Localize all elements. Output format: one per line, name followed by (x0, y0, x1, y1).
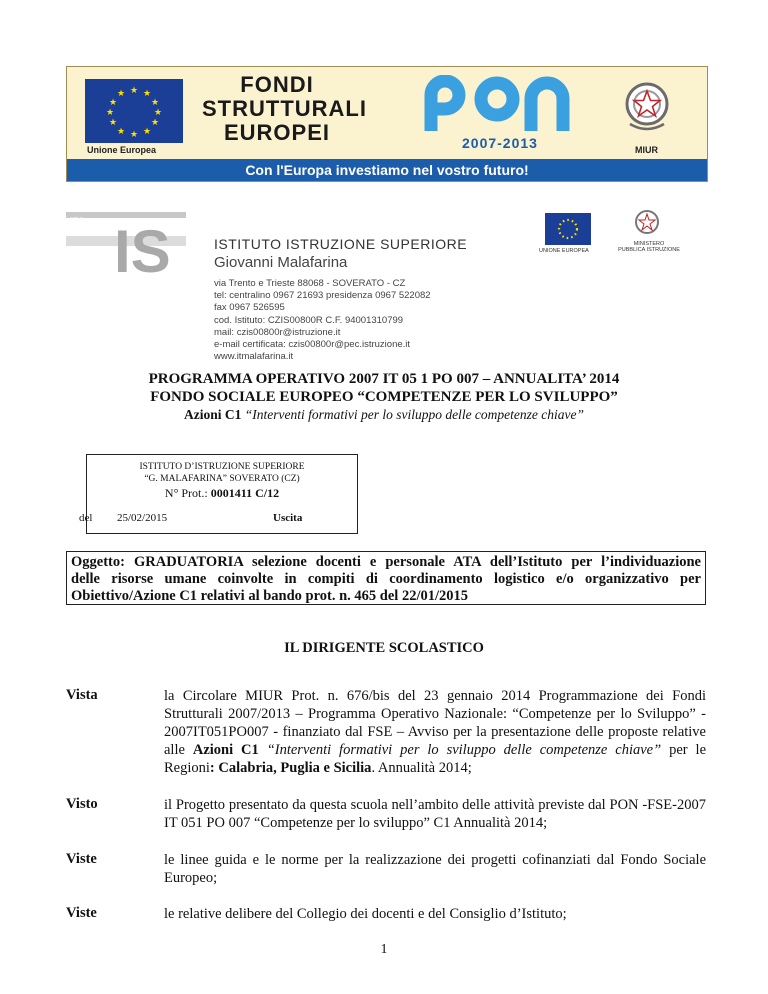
actions-label: Azioni C1 (183, 407, 242, 422)
address-line: cod. Istituto: CZIS00800R C.F. 94001310799 (214, 314, 404, 326)
row-text-bold: : Calabria, Puglia e Sicilia (209, 760, 372, 776)
svg-text:★: ★ (105, 107, 115, 117)
subject-line: Oggetto: GRADUATORIA selezione docenti e personale ATA dell’Istituto per l’individuazione (71, 554, 701, 570)
address-line: mail: czis00800r@istruzione.it (214, 326, 341, 338)
svg-text:★: ★ (150, 117, 160, 127)
protocol-number: 0001411 C/12 (210, 486, 280, 500)
subject-box (66, 551, 706, 605)
row-text-part: la Circolare MIUR Prot. n. 676/bis del 23 gennaio 2014 Programmazione dei Fondi Strutturali 2007/2013 – Programma Operativo Nazionale: “Competenze per lo Sviluppo” - 2007IT051PO007 - finanziato dal FSE – Avviso per la presentazione delle proposte relative alle (164, 688, 706, 758)
pon-logo (419, 75, 579, 133)
banner-slogan: Con l'Europa investiamo nel vostro futuro! (67, 159, 707, 181)
stamp-date: 25/02/2015 (117, 512, 168, 524)
subject-line: Obiettivo/Azione C1 relativi al bando prot. n. 465 del 22/01/2015 (71, 588, 469, 604)
row-label: Vista (66, 687, 98, 703)
subject-line: delle risorse umane coinvolte in compiti di coordinamento logistico e/o organizzativo per (71, 571, 701, 587)
svg-text:★: ★ (142, 126, 152, 136)
school-address (214, 278, 431, 363)
stamp-del-label: del (79, 512, 93, 524)
svg-text:★: ★ (108, 97, 118, 107)
svg-text:★: ★ (153, 107, 163, 117)
svg-text:★: ★ (129, 85, 139, 95)
row-text-part: per le Regioni (164, 742, 707, 776)
svg-text:★: ★ (150, 97, 160, 107)
row-text: il Progetto presentato da questa scuola nell’ambito delle attività previste dal PON -FSE-2007 IT 051 PO 007 “Competenze per lo sviluppo” C1 Annualità 2014; (164, 797, 706, 831)
svg-text:★: ★ (129, 129, 139, 139)
protocol-stamp (79, 454, 358, 534)
page-number: 1 (380, 942, 388, 957)
fondi-strutturali-logo (202, 72, 367, 145)
programme-fund: FONDO SOCIALE EUROPEO “COMPETENZE PER LO SVILUPPO” (150, 389, 618, 405)
stamp-school: “G. MALAFARINA” SOVERATO (CZ) (144, 474, 300, 484)
eu-flag-logo (85, 79, 183, 143)
row-text (164, 687, 706, 777)
programme-actions (0, 407, 768, 423)
ministry-caption (614, 241, 684, 253)
svg-text:★: ★ (108, 117, 118, 127)
ministry-caption-line: PUBBLICA ISTRUZIONE (618, 247, 680, 253)
address-line: fax 0967 526595 (214, 302, 285, 314)
address-line: e-mail certificata: czis00800r@pec.istruzione.it (214, 339, 411, 351)
eu-small-caption: UNIONE EUROPEA (539, 248, 589, 254)
svg-text:ITG: ITG (70, 216, 85, 226)
school-name: ISTITUTO ISTRUZIONE SUPERIORE (214, 236, 468, 252)
address-line: via Trento e Trieste 88068 - SOVERATO - CZ (214, 278, 406, 289)
pon-years: 2007-2013 (462, 135, 538, 151)
pon-banner (66, 66, 708, 182)
fondi-line: EUROPEI (223, 120, 331, 145)
protocol-label: N° Prot.: (164, 486, 208, 500)
row-label: Visto (66, 796, 98, 812)
school-subtitle: Giovanni Malafarina (214, 254, 348, 271)
programme-title: PROGRAMMA OPERATIVO 2007 IT 05 1 PO 007 – ANNUALITA’ 2014 (148, 371, 620, 387)
ministry-caption-line: MINISTERO (633, 241, 665, 247)
stamp-protocol (87, 486, 357, 501)
miur-caption: MIUR (635, 145, 658, 155)
actions-description: “Interventi formativi per lo sviluppo delle competenze chiave” (244, 407, 585, 422)
svg-text:IS: IS (114, 218, 171, 276)
row-label: Viste (66, 851, 97, 867)
row-label: Viste (66, 905, 97, 921)
row-text-part: . Annualità 2014; (371, 760, 472, 776)
svg-text:★: ★ (116, 88, 126, 98)
address-line: tel: centralino 0967 21693 presidenza 0967 522082 (214, 290, 431, 302)
address-line: www.itmalafarina.it (214, 351, 294, 363)
stamp-direction: Uscita (273, 512, 303, 524)
italian-republic-emblem (622, 77, 672, 135)
stamp-institute: ISTITUTO D’ISTRUZIONE SUPERIORE (139, 462, 305, 472)
eu-flag-small-logo (545, 213, 591, 245)
school-logo (66, 212, 186, 276)
row-text-bold: Azioni C1 (192, 742, 259, 758)
ministry-emblem (633, 208, 661, 238)
svg-text:★: ★ (142, 88, 152, 98)
row-text: le relative delibere del Collegio dei docenti e del Consiglio d’Istituto; (164, 906, 567, 922)
row-text: le linee guida e le norme per la realizzazione dei progetti cofinanziati dal Fondo Sociale Europeo; (164, 852, 706, 886)
svg-text:★: ★ (116, 126, 126, 136)
row-text-italic: “Interventi formativi per lo sviluppo delle competenze chiave” (258, 742, 662, 758)
eu-caption: Unione Europea (87, 145, 157, 155)
section-heading: IL DIRIGENTE SCOLASTICO (284, 640, 484, 656)
fondi-line: FONDI (240, 72, 314, 97)
fondi-line: STRUTTURALI (202, 96, 367, 121)
